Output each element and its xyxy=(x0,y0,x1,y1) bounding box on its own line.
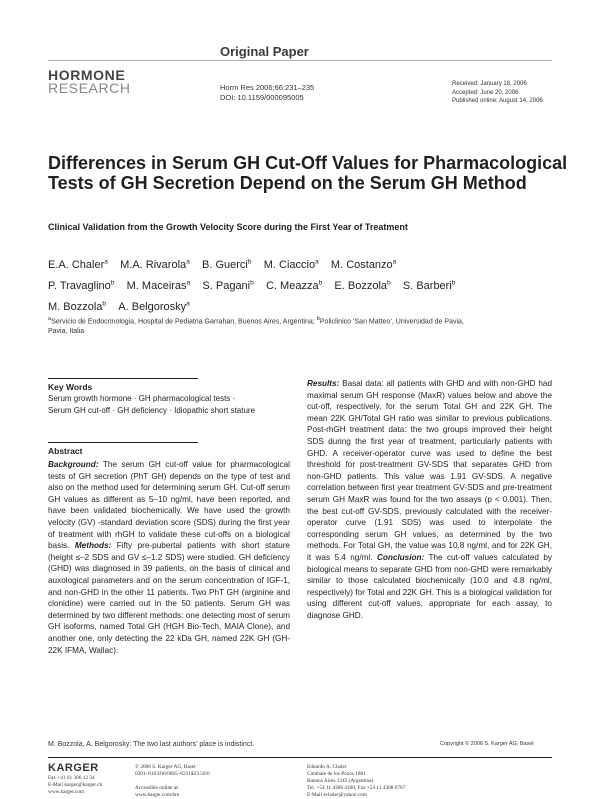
correspondence xyxy=(307,764,405,799)
author: S. Pagani$^b$ xyxy=(202,279,254,292)
correspondence-name: Eduardo A. Chaler xyxy=(307,764,347,770)
background-label: Background: xyxy=(48,460,99,469)
publisher-website-link[interactable]: www.karger.com xyxy=(48,789,85,795)
abstract-right-column xyxy=(307,378,552,621)
correspondence-address: Combate de los Pozos 1881 xyxy=(307,771,366,777)
online-link[interactable]: www.karger.com/hre xyxy=(135,792,180,798)
accepted-date: Accepted: June 20, 2006 xyxy=(452,89,519,96)
author: E. Bozzola$^b$ xyxy=(334,279,391,292)
publisher-email[interactable]: E-Mail karger@karger.ch xyxy=(48,782,103,788)
copyright-line: © 2006 S. Karger AG, Basel xyxy=(135,764,196,770)
correspondence-phone: Tel. +54 11 4308 4300, Fax +54 11 4308 0767 xyxy=(307,785,406,791)
author: M. Costanzo$^a$ xyxy=(330,258,397,271)
correspondence-email[interactable]: E-Mail echaler@yahoo.com xyxy=(307,792,367,798)
online-label: Accessible online at: xyxy=(135,785,180,791)
abstract-heading: Abstract xyxy=(48,446,83,456)
author-footnote: M. Bozzola, A. Belgorosky: The two last authors’ place is indistinct. xyxy=(48,741,255,748)
background-text: The serum GH cut-off value for pharmacological tests of GH secretion (PhT GH) depends on the type of test and also on the method used for determining serum GH. Cut-off serum GH values as different as 5–10 ng/ml, have been reported, and have been validated biochemically. We have used the growth velocity (GV) -standard deviation score (SDS) during the first year of treatment with rhGH to validate these cut-offs on a biological basis. xyxy=(48,460,290,551)
keywords-list xyxy=(48,393,290,416)
article-subtitle: Clinical Validation from the Growth Velocity Score during the First Year of Treatment xyxy=(48,222,408,232)
issn-line: 0301–0163/06/0665–0231$23.50/0 xyxy=(135,771,210,777)
published-date: Published online: August 14, 2006 xyxy=(452,98,543,104)
journal-logo-line1: HORMONE xyxy=(48,67,126,83)
conclusion-text: The cut-off values calculated by biological means to separate GHD from non-GHD were remarkably similar to those calculated biochemically (10.0 and 4.8 ng/ml, respectively) for Total and 22K GH. This is a biological validation for using different cut-off values, appropriate for each assay, to diagnose GHD. xyxy=(307,552,552,620)
author: E.A. Chaler$^a$ xyxy=(48,258,108,271)
affiliations: $^a$Servicio de Endocrinologia, Hospital de Pediatria Garrahan, Buenos Aires, Argentina; $^b$Policlinico ‘San Matteo’, Universidad de Pavia, Pavia, Italia xyxy=(48,316,464,336)
affiliation-b: Policlinico ‘San Matteo’, Universidad de Pavia, Pavia, Italia xyxy=(48,318,464,336)
author-list xyxy=(48,253,468,316)
abstract-rule xyxy=(48,442,198,443)
author: P. Travaglino$^b$ xyxy=(48,279,115,292)
author: A. Belgorosky$^a$ xyxy=(118,300,190,313)
author: S. Barberi$^b$ xyxy=(402,279,456,292)
author: C. Meazza$^b$ xyxy=(265,279,323,292)
paper-type-label: Original Paper xyxy=(220,44,309,59)
keywords-rule xyxy=(48,378,198,379)
abstract-left-column xyxy=(48,459,290,656)
correspondence-city: Buenos Aires 1245 (Argentina) xyxy=(307,778,374,784)
citation: Horm Res 2006;66:231–235 xyxy=(220,83,315,92)
results-label: Results: xyxy=(307,379,340,388)
author: M. Bozzola$^b$ xyxy=(48,300,107,313)
publisher-contact xyxy=(48,775,102,796)
citation-block xyxy=(220,83,314,103)
keywords-heading: Key Words xyxy=(48,382,93,392)
keywords-line: Serum GH cut-off · GH deficiency · Idiopathic short stature xyxy=(48,405,256,415)
header-rule xyxy=(48,60,552,61)
author: M. Ciaccio$^a$ xyxy=(263,258,319,271)
publisher-fax: Fax +41 61 306 12 34 xyxy=(48,775,95,781)
affiliation-a: Servicio de Endocrinologia, Hospital de Pediatria Garrahan, Buenos Aires, Argentina; xyxy=(51,318,315,326)
received-date: Received: January 18, 2006 xyxy=(452,81,527,87)
methods-label: Methods: xyxy=(74,541,112,551)
journal-logo-line2: RESEARCH xyxy=(48,80,131,96)
methods-text: Fifty pre-pubertal patients with short stature (height ≤–2 SDS and GV ≤–1.2 SDS) were studied. GH deficiency (GHD) was diagnosed in 39 patients, on the basis of clinical and auxological parameters and on the serum concentration of IGF-1, and non-GHD in the other 11 patients. Two PhT GH (arginine and clonidine) were carried out in the 50 patients. Serum GH was determined by two different methods: one detecting most of serum GH isoforms, named Total GH (HGH Bio-Tech, MAIA Clone), and another one, only detecting the 22 kDa GH, named 22K GH (GH-22K IFMA, Wallac). xyxy=(48,541,290,655)
dates-block xyxy=(452,80,543,106)
doi: DOI: 10.1159/000095005 xyxy=(220,93,304,102)
publication-info xyxy=(135,764,210,799)
article-title: Differences in Serum GH Cut-Off Values for Pharmacological Tests of GH Secretion Depend on the Serum GH Method xyxy=(48,153,568,193)
author: M. Maceiras$^a$ xyxy=(126,279,191,292)
keywords-line: Serum growth hormone · GH pharmacological tests · xyxy=(48,394,236,403)
journal-logo xyxy=(48,69,131,95)
copyright-notice: Copyright © 2006 S. Karger AG, Basel xyxy=(440,741,534,747)
results-text: Basal data: all patients with GHD and with non-GHD had maximal serum GH response (MaxR) values below and above the cut-off, respectively, for the serum Total GH and 22K GH. The mean 22K GH/Total GH ratio was similar to previous publications. Post-rhGH treatment data: the two groups improved their height SDS during the first year of treatment, particularly patients with GHD. A receiver-operator curve was used to define the best threshold for post-treatment GV-SDS that separates GHD from non-GHD patients. This value was 1.91 GV-SDS. A negative correlation between first year treatment GV-SDS and pre-treatment serum GH MaxR was found for the two assays (p < 0.001). Then, the best cut-off GV-SDS, previously calculated with the receiver-operator curve (1.91 SDS) was used to interpolate the corresponding serum GH values, as determined by the two methods. For Total GH, the value was 10.8 ng/ml, and for 22K GH, it was 5.4 ng/ml. xyxy=(307,379,552,562)
footer-rule xyxy=(48,757,552,758)
publisher-logo: KARGER xyxy=(48,762,99,774)
author: B. Guerci$^b$ xyxy=(202,258,252,271)
author: M.A. Rivarola$^a$ xyxy=(120,258,190,271)
conclusion-label: Conclusion: xyxy=(376,552,425,562)
